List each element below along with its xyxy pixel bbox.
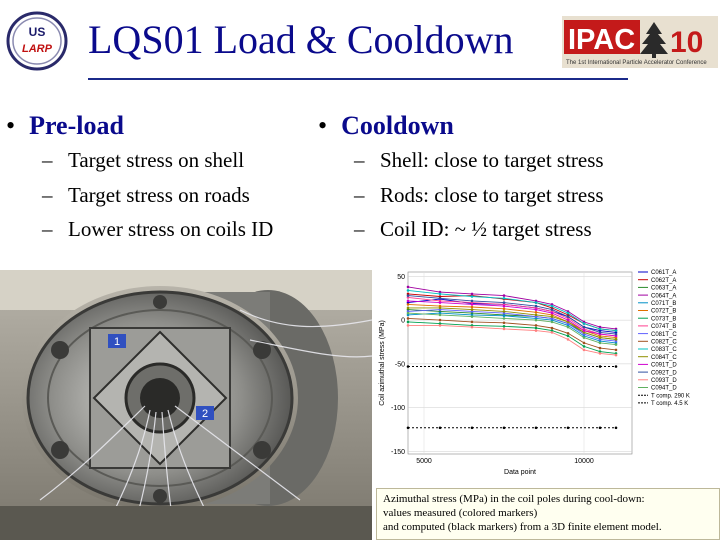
data-point xyxy=(535,324,538,327)
legend-label: C074T_B xyxy=(651,324,677,331)
data-point xyxy=(599,352,602,355)
cooldown-item-text: Shell: close to target stress xyxy=(380,148,604,172)
y-tick-label: -150 xyxy=(390,448,405,456)
photo-marker-2: 2 xyxy=(201,408,209,420)
logo-right-text: IPAC xyxy=(568,24,636,56)
data-point xyxy=(439,297,442,300)
legend-label: C062T_A xyxy=(651,277,677,284)
data-point xyxy=(439,427,442,430)
data-point xyxy=(535,311,538,314)
data-point xyxy=(583,329,586,332)
data-point xyxy=(567,338,570,341)
legend-label: C063T_A xyxy=(651,285,677,292)
data-point xyxy=(535,308,538,311)
data-point xyxy=(583,342,586,345)
data-point xyxy=(535,327,538,330)
data-point xyxy=(567,332,570,335)
data-point xyxy=(503,310,506,313)
data-point xyxy=(439,301,442,304)
data-point xyxy=(503,308,506,311)
data-point xyxy=(583,326,586,329)
data-point xyxy=(535,365,538,368)
x-tick-label: 5000 xyxy=(416,458,432,465)
data-point xyxy=(407,312,410,315)
svg-text:US: US xyxy=(28,25,46,39)
data-point xyxy=(471,326,474,329)
data-point xyxy=(583,345,586,348)
legend-label: C064T_A xyxy=(651,293,677,300)
data-point xyxy=(407,365,410,368)
data-point xyxy=(535,427,538,430)
data-point xyxy=(551,312,554,315)
data-point xyxy=(407,289,410,292)
data-point xyxy=(551,308,554,311)
data-point xyxy=(503,328,506,331)
preload-heading: Pre-load xyxy=(29,111,124,140)
cooldown-item-2: – Rods: close to target stress xyxy=(354,183,604,207)
data-point xyxy=(471,308,474,311)
data-point xyxy=(599,331,602,334)
data-point xyxy=(535,305,538,308)
bullet-dot: • xyxy=(6,111,16,140)
photo-marker-1: 1 xyxy=(113,336,121,348)
preload-bullet xyxy=(6,113,124,139)
data-point xyxy=(471,365,474,368)
data-point xyxy=(407,286,410,289)
data-point xyxy=(551,331,554,334)
data-point xyxy=(599,342,602,345)
data-point xyxy=(599,427,602,430)
data-point xyxy=(407,427,410,430)
legend-label: C072T_B xyxy=(651,308,677,315)
data-point xyxy=(471,293,474,296)
chart-caption xyxy=(376,488,720,540)
data-point xyxy=(535,329,538,332)
caption-line: Azimuthal stress (MPa) in the coil poles during cool-down: xyxy=(383,493,645,505)
x-tick-label: 10000 xyxy=(574,458,594,465)
data-point xyxy=(583,336,586,339)
data-point xyxy=(567,365,570,368)
data-point xyxy=(439,365,442,368)
data-point xyxy=(471,427,474,430)
x-axis-label: Data point xyxy=(504,469,536,476)
data-point xyxy=(503,365,506,368)
data-point xyxy=(439,293,442,296)
data-point xyxy=(599,347,602,350)
legend-label: T comp. 4.5 K xyxy=(651,401,689,408)
cooldown-heading: Cooldown xyxy=(341,111,454,140)
data-point xyxy=(551,305,554,308)
data-point xyxy=(439,324,442,327)
data-point xyxy=(471,300,474,303)
data-point xyxy=(503,301,506,304)
data-point xyxy=(567,326,570,329)
cooldown-item-3: – Coil ID: ~ ½ target stress xyxy=(354,217,592,241)
data-point xyxy=(407,317,410,320)
data-point xyxy=(439,314,442,317)
legend-label: C084T_C xyxy=(651,354,677,361)
data-point xyxy=(503,297,506,300)
data-point xyxy=(407,303,410,306)
data-point xyxy=(503,427,506,430)
data-point xyxy=(599,328,602,331)
title-underline xyxy=(88,78,628,80)
logo-left-text: US LARP xyxy=(4,8,9,9)
legend-label: C082T_C xyxy=(651,339,677,346)
data-point xyxy=(407,321,410,324)
preload-item-text: Target stress on shell xyxy=(68,148,245,172)
data-point xyxy=(551,321,554,324)
data-point xyxy=(567,427,570,430)
data-point xyxy=(567,315,570,318)
y-tick-label: 0 xyxy=(401,317,405,325)
svg-text:LARP: LARP xyxy=(22,43,52,55)
data-point xyxy=(615,365,618,368)
legend-label: C092T_D xyxy=(651,370,677,377)
data-point xyxy=(599,365,602,368)
legend-label: C071T_B xyxy=(651,301,677,307)
data-point xyxy=(503,294,506,297)
cooldown-bullet xyxy=(318,113,454,139)
data-point xyxy=(551,327,554,330)
data-point xyxy=(535,319,538,322)
legend-label: C073T_B xyxy=(651,316,677,323)
cooldown-stress-chart xyxy=(372,262,720,480)
data-point xyxy=(615,427,618,430)
data-point xyxy=(583,349,586,352)
legend-label: C081T_C xyxy=(651,331,677,338)
data-point xyxy=(471,306,474,309)
slide-title: LQS01 Load & Cooldown xyxy=(88,17,514,62)
caption-line: and computed (black markers) from a 3D finite element model. xyxy=(383,521,662,533)
cooldown-item-text: Coil ID: ~ ½ target stress xyxy=(380,217,592,241)
preload-item-text: Lower stress on coils ID xyxy=(68,217,274,241)
data-point xyxy=(583,322,586,325)
data-point xyxy=(439,319,442,322)
data-point xyxy=(471,321,474,324)
data-point xyxy=(407,307,410,310)
data-point xyxy=(471,303,474,306)
data-point xyxy=(535,301,538,304)
legend-label: C094T_D xyxy=(651,385,677,392)
data-point xyxy=(615,343,618,346)
data-point xyxy=(503,325,506,328)
legend-label: T comp. 290 K xyxy=(651,393,690,400)
data-point xyxy=(615,349,618,352)
data-point xyxy=(503,305,506,308)
logo-right-tagline: The 1st International Particle Accelerator Conference xyxy=(566,60,707,66)
y-tick-label: -50 xyxy=(394,361,405,369)
cooldown-item-1: – Shell: close to target stress xyxy=(354,148,604,172)
data-point xyxy=(615,329,618,332)
us-larp-logo xyxy=(4,8,70,74)
logo-right-number: 10 xyxy=(670,26,704,59)
ipac10-logo xyxy=(562,16,718,68)
cooldown-item-text: Rods: close to target stress xyxy=(380,183,604,207)
data-point xyxy=(615,338,618,341)
data-point xyxy=(439,307,442,310)
data-point xyxy=(407,300,410,303)
data-point xyxy=(551,315,554,318)
data-point xyxy=(535,314,538,317)
legend-label: C093T_D xyxy=(651,378,677,384)
y-tick-label: 50 xyxy=(397,273,405,281)
legend-label: C061T_A xyxy=(651,270,677,277)
y-axis-label: Coil azimuthal stress (MPa) xyxy=(379,320,386,406)
data-point xyxy=(503,322,506,325)
data-point xyxy=(471,315,474,318)
magnet-photo xyxy=(0,270,372,540)
data-point xyxy=(599,336,602,339)
data-point xyxy=(567,312,570,315)
data-point xyxy=(567,319,570,322)
preload-item-3: – Lower stress on coils ID xyxy=(42,217,274,241)
data-point xyxy=(503,315,506,318)
legend-label: C091T_D xyxy=(651,362,677,369)
data-point xyxy=(615,333,618,336)
data-point xyxy=(615,354,618,357)
preload-item-2: – Target stress on roads xyxy=(42,183,250,207)
data-point xyxy=(471,295,474,298)
data-point xyxy=(503,317,506,320)
data-point xyxy=(567,335,570,338)
bullet-dot: • xyxy=(318,111,328,140)
data-point xyxy=(407,324,410,327)
data-point xyxy=(407,294,410,297)
legend-label: C083T_C xyxy=(651,347,677,354)
y-tick-label: -100 xyxy=(390,405,405,413)
preload-item-text: Target stress on roads xyxy=(68,183,250,207)
preload-item-1: – Target stress on shell xyxy=(42,148,245,172)
caption-line: values measured (colored markers) xyxy=(383,507,538,519)
